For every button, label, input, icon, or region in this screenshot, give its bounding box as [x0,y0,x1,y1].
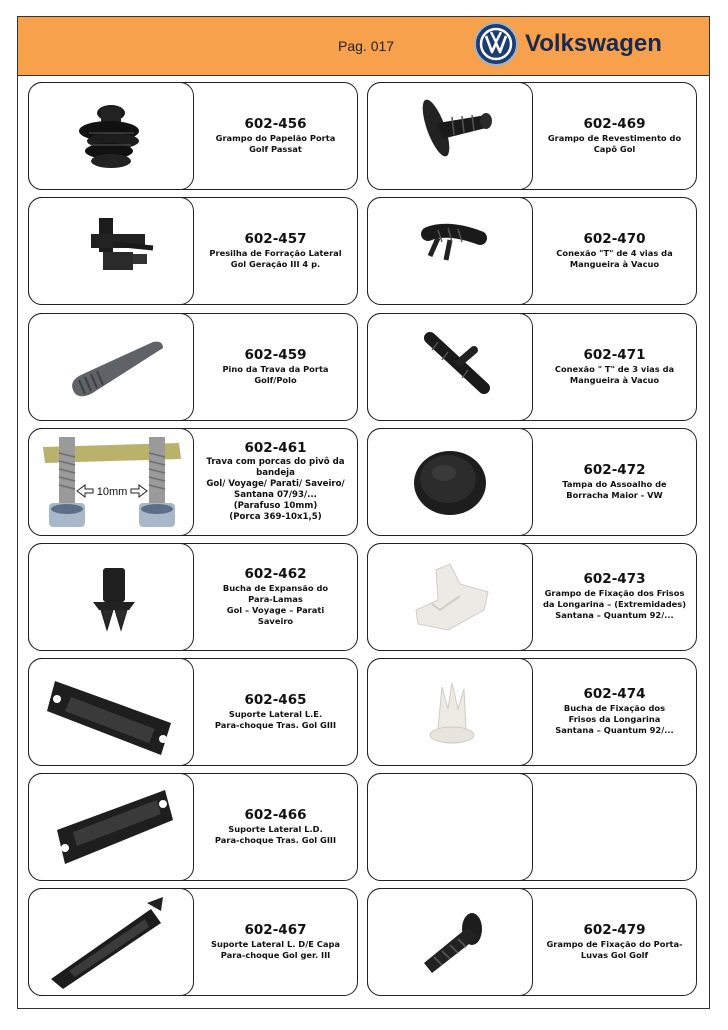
product-card [28,313,358,421]
product-description: Grampo de Revestimento do Capô Gol [547,132,682,154]
product-card [367,197,697,305]
product-info [533,314,696,418]
product-code: 602-479 [583,921,646,938]
product-card [28,82,358,190]
white-fixing-bushing-image [367,658,533,766]
product-info [194,83,357,187]
bumper-cover-bracket-image [28,888,194,996]
product-info [194,774,357,878]
product-card [367,888,697,996]
glovebox-clip-image [367,888,533,996]
product-description: Conexão "T" de 4 vias da Mangueira à Vacuo [556,247,673,269]
product-card [28,428,358,536]
flange-push-clip-image [367,82,533,190]
product-code: 602-465 [244,691,307,708]
bumper-bracket-left-image [28,658,194,766]
product-description: Bucha de Fixação dos Frisos da Longarina Santana – Quantum 92/... [555,703,674,735]
product-info [194,429,357,533]
brand-name: Volkswagen [525,30,662,57]
product-card [28,543,358,651]
product-info [533,429,696,533]
product-code: 602-461 [244,439,307,456]
dimension-label: 10mm [96,486,128,498]
product-card [28,773,358,881]
bolt-plate-with-nuts-image [28,428,194,536]
ribbed-black-clip-image [28,82,194,190]
product-description: Presilha de Forração Lateral Gol Geração III 4 p. [209,247,342,269]
product-code: 602-471 [583,346,646,363]
white-molding-clip-image [367,543,533,651]
product-code: 602-466 [244,806,307,823]
product-description: Suporte Lateral L.E. Para-choque Tras. Gol GIII [214,708,337,730]
product-code: 602-462 [244,565,307,582]
trim-retainer-clip-image [28,197,194,305]
vw-logo-icon [474,22,518,66]
product-code: 602-457 [244,230,307,247]
product-description: Grampo de Fixação dos Frisos da Longarina – (Extremidades) Santana – Quantum 92/... [542,588,687,620]
product-description: Grampo de Fixação do Porta- Luvas Gol Golf [546,938,683,960]
product-card [367,313,697,421]
product-info [194,659,357,763]
product-info [194,198,357,302]
product-description: Suporte Lateral L. D/E Capa Para-choque Gol ger. III [210,938,341,960]
product-description: Bucha de Expansão do Para-Lamas Gol – Voyage – Parati Saveiro [222,582,329,626]
product-card [367,658,697,766]
product-code: 602-459 [244,346,307,363]
product-info [533,774,696,878]
expansion-bushing-image [28,543,194,651]
product-code: 602-469 [583,115,646,132]
product-description: Pino da Trava da Porta Golf/Polo [222,363,329,385]
page-header [18,17,709,76]
product-description: Trava com porcas do pivô da bandeja Gol/ Voyage/ Parati/ Saveiro/ Santana 07/93/... (Parafuso 10mm) (Porca 369-10x1,5) [206,456,345,522]
round-rubber-plug-image [367,428,533,536]
empty-product-card [367,773,697,881]
bumper-bracket-right-image [28,773,194,881]
product-card [367,428,697,536]
product-info [194,544,357,648]
product-card [28,197,358,305]
product-code: 602-474 [583,686,646,702]
empty-image-slot [367,773,533,881]
product-code: 602-470 [583,230,646,247]
product-code: 602-473 [583,571,646,587]
product-code: 602-472 [583,461,646,478]
product-description: Tampa do Assoalho de Borracha Maior - VW [562,478,667,500]
four-way-hose-connector-image [367,197,533,305]
door-lock-pin-image [28,313,194,421]
product-card [28,658,358,766]
product-card [28,888,358,996]
product-info [194,314,357,418]
product-code: 602-467 [244,921,307,938]
product-card [367,82,697,190]
product-info [533,889,696,993]
page-number: Pag. 017 [338,38,395,54]
product-info [533,198,696,302]
three-way-hose-connector-image [367,313,533,421]
product-code: 602-456 [244,115,307,132]
product-info [533,544,696,648]
product-card [367,543,697,651]
product-description: Grampo do Papelão Porta Golf Passat [215,132,336,154]
product-info [533,83,696,187]
product-info [194,889,357,993]
product-info [533,659,696,763]
product-description: Suporte Lateral L.D. Para-choque Tras. Gol GIII [214,823,337,845]
product-description: Conexão " T" de 3 vias da Mangueira à Vacuo [554,363,675,385]
